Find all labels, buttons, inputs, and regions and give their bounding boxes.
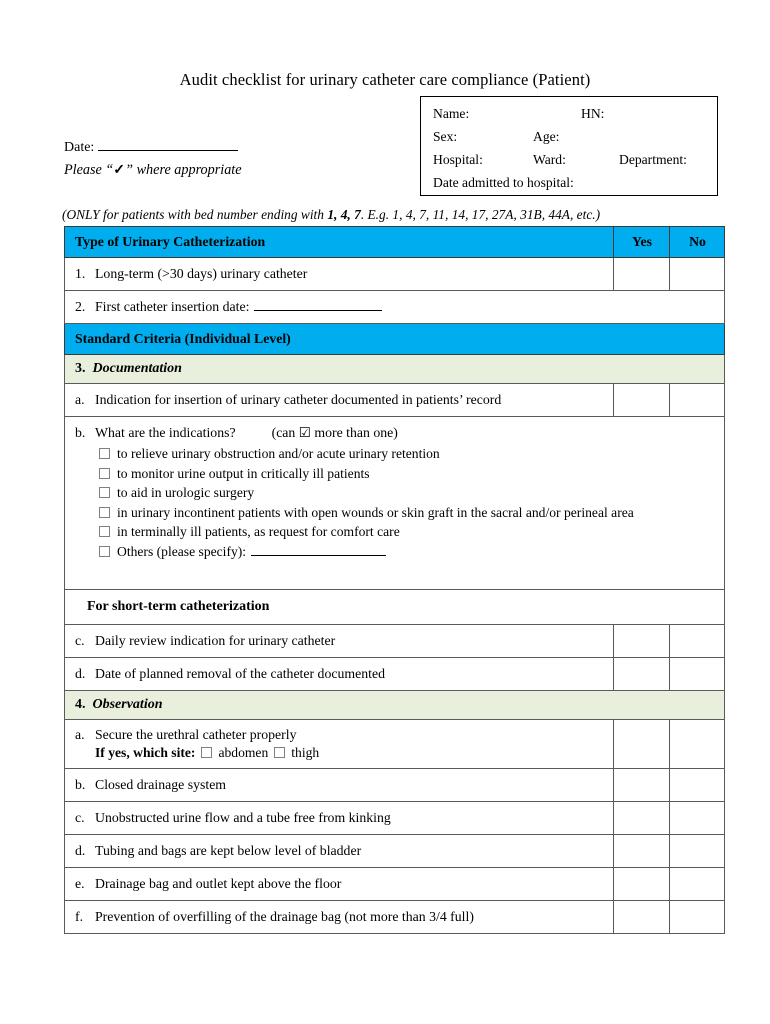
sex-label: Sex:	[433, 129, 458, 144]
standard-criteria-title: Standard Criteria (Individual Level)	[75, 331, 291, 346]
header-yes: Yes	[632, 234, 652, 249]
note-prefix: (ONLY for patients with bed number ending with	[62, 207, 328, 222]
table-row-obs-b	[65, 769, 725, 802]
checkbox-icon-thigh[interactable]	[274, 747, 285, 758]
indication-checkbox-list	[75, 444, 715, 561]
others-specify-input-rule[interactable]	[251, 544, 386, 556]
date-admitted-label: Date admitted to hospital:	[433, 175, 574, 190]
section-observation-number: 4.	[75, 697, 86, 712]
row-doc-c-text-cell	[65, 625, 614, 658]
row-obs-d-yes-box[interactable]	[614, 835, 670, 868]
row-doc-b-label: b.	[75, 425, 86, 440]
section-documentation-title: Documentation	[92, 361, 182, 376]
page-title: Audit checklist for urinary catheter care compliance (Patient)	[179, 70, 591, 89]
row-obs-a-label: a.	[75, 727, 85, 742]
row-obs-b-label: b.	[75, 777, 86, 792]
indication-text: to aid in urologic surgery	[117, 485, 255, 500]
table-row-section-documentation	[65, 355, 725, 384]
patient-row-hospital	[433, 152, 717, 175]
note-suffix: . E.g. 1, 4, 7, 11, 14, 17, 27A, 31B, 44A, etc.)	[360, 207, 601, 222]
checked-box-icon: ☑	[298, 425, 311, 440]
list-item[interactable]	[99, 444, 715, 464]
row-longterm-text-cell	[65, 258, 614, 291]
indication-text: Others (please specify):	[117, 543, 247, 559]
row-obs-c-yes-box[interactable]	[614, 802, 670, 835]
section-documentation-number: 3.	[75, 361, 86, 376]
row-obs-d-text-cell	[65, 835, 614, 868]
header-cell-type	[65, 227, 614, 258]
row-obs-f-yes-box[interactable]	[614, 901, 670, 934]
checkbox-icon[interactable]	[99, 546, 110, 557]
table-row-longterm	[65, 258, 725, 291]
indication-text: in terminally ill patients, as request for comfort care	[117, 524, 400, 539]
row-doc-d-text: Date of planned removal of the catheter documented	[95, 666, 385, 681]
table-row-doc-d	[65, 658, 725, 691]
row-insertion-date-cell	[65, 291, 725, 324]
table-row-obs-f	[65, 901, 725, 934]
header-title: Type of Urinary Catheterization	[75, 234, 266, 249]
section-observation-cell	[65, 691, 725, 720]
row-doc-d-text-cell	[65, 658, 614, 691]
row-obs-c-text-cell	[65, 802, 614, 835]
row-obs-b-no-box[interactable]	[670, 769, 725, 802]
short-term-head-text: For short-term catheterization	[87, 599, 270, 614]
indication-text: to monitor urine output in critically ill patients	[117, 465, 370, 481]
row-doc-b-paren-pre: (can	[271, 425, 299, 440]
indication-text: to relieve urinary obstruction and/or acute urinary retention	[117, 446, 440, 461]
row-longterm-text: Long-term (>30 days) urinary catheter	[95, 266, 308, 281]
row-obs-a-option-abdomen: abdomen	[218, 745, 269, 760]
row-doc-a-text-cell	[65, 384, 614, 417]
row-doc-c-label: c.	[75, 633, 85, 648]
table-row-doc-c	[65, 625, 725, 658]
row-obs-a-text: Secure the urethral catheter properly	[95, 727, 297, 742]
section-observation-title: Observation	[92, 697, 163, 712]
patient-row-sex-age	[433, 129, 717, 152]
tick-instruction-post: ” where appropriate	[125, 162, 242, 178]
table-row-insertion-date	[65, 291, 725, 324]
row-longterm-yes-box[interactable]	[614, 258, 670, 291]
row-obs-d-no-box[interactable]	[670, 835, 725, 868]
table-row-section-observation	[65, 691, 725, 720]
row-doc-a-text: Indication for insertion of urinary catheter documented in patients’ record	[95, 392, 502, 407]
row-doc-d-label: d.	[75, 666, 86, 681]
row-obs-e-label: e.	[75, 876, 85, 891]
row-obs-a-no-box[interactable]	[670, 720, 725, 769]
patient-row-name	[433, 106, 717, 129]
row-obs-d-text: Tubing and bags are kept below level of bladder	[95, 843, 362, 858]
row-obs-f-text-cell	[65, 901, 614, 934]
row-doc-d-no-box[interactable]	[670, 658, 725, 691]
row-obs-f-text: Prevention of overfilling of the drainage bag (not more than 3/4 full)	[95, 909, 474, 924]
patient-info-box	[420, 96, 718, 196]
row-obs-c-text: Unobstructed urine flow and a tube free from kinking	[95, 810, 391, 825]
checkbox-icon[interactable]	[99, 487, 110, 498]
date-label: Date:	[64, 140, 95, 155]
header-no: No	[689, 234, 706, 249]
short-term-head-cell	[65, 590, 725, 625]
hn-label: HN:	[581, 106, 605, 121]
tick-instruction-pre: Please “	[64, 162, 114, 178]
row-obs-a-sub-label: If yes, which site:	[95, 745, 196, 760]
section-documentation-cell	[65, 355, 725, 384]
row-obs-c-label: c.	[75, 810, 85, 825]
table-row-doc-b	[65, 417, 725, 590]
checkbox-icon[interactable]	[99, 468, 110, 479]
name-label: Name:	[433, 106, 470, 121]
patient-row-date-admitted	[433, 175, 717, 198]
row-doc-b-text: What are the indications?	[95, 425, 236, 440]
header-cell-no	[670, 227, 725, 258]
tick-instruction	[64, 162, 242, 179]
checkbox-icon[interactable]	[99, 507, 110, 518]
row-longterm-number: 1.	[75, 266, 86, 281]
row-doc-a-no-box[interactable]	[670, 384, 725, 417]
row-doc-d-yes-box[interactable]	[614, 658, 670, 691]
table-row-obs-c	[65, 802, 725, 835]
list-item[interactable]	[99, 483, 715, 503]
audit-checklist-table	[64, 226, 725, 934]
row-longterm-no-box[interactable]	[670, 258, 725, 291]
row-doc-c-no-box[interactable]	[670, 625, 725, 658]
table-row-doc-a	[65, 384, 725, 417]
row-obs-e-text-cell	[65, 868, 614, 901]
row-obs-c-no-box[interactable]	[670, 802, 725, 835]
row-obs-e-text: Drainage bag and outlet kept above the floor	[95, 876, 342, 891]
row-obs-e-no-box[interactable]	[670, 868, 725, 901]
row-obs-a-option-thigh: thigh	[291, 745, 320, 760]
row-doc-a-label: a.	[75, 392, 85, 407]
table-row-short-term-head	[65, 590, 725, 625]
check-mark-icon: ✓	[113, 162, 126, 178]
note-bold-numbers: 1, 4, 7	[327, 207, 361, 222]
department-label: Department:	[619, 152, 687, 167]
ward-label: Ward:	[533, 152, 566, 167]
bed-number-note	[62, 207, 600, 223]
indication-text: in urinary incontinent patients with open wounds or skin graft in the sacral and/or perineal area	[117, 504, 634, 520]
table-row-obs-e	[65, 868, 725, 901]
insertion-date-input-rule[interactable]	[254, 299, 382, 311]
list-item[interactable]	[99, 542, 715, 562]
list-item[interactable]	[99, 522, 715, 542]
standard-criteria-cell	[65, 324, 725, 355]
checkbox-icon[interactable]	[99, 448, 110, 459]
row-insertion-date-text: First catheter insertion date:	[95, 299, 250, 314]
row-obs-f-label: f.	[75, 909, 84, 924]
list-item[interactable]	[99, 464, 715, 484]
header-cell-yes	[614, 227, 670, 258]
age-label: Age:	[533, 129, 560, 144]
table-header-row	[65, 227, 725, 258]
doc-b-spacer	[75, 561, 715, 583]
row-obs-a-text-cell	[65, 720, 614, 769]
table-row-standard-criteria	[65, 324, 725, 355]
row-obs-b-text-cell	[65, 769, 614, 802]
row-doc-b-cell	[65, 417, 725, 590]
row-obs-b-text: Closed drainage system	[95, 777, 227, 792]
checkbox-icon[interactable]	[99, 526, 110, 537]
row-doc-c-yes-box[interactable]	[614, 625, 670, 658]
checkbox-icon-abdomen[interactable]	[201, 747, 212, 758]
row-obs-a-yes-box[interactable]	[614, 720, 670, 769]
row-obs-f-no-box[interactable]	[670, 901, 725, 934]
list-item[interactable]	[99, 503, 715, 523]
row-doc-a-yes-box[interactable]	[614, 384, 670, 417]
date-field	[64, 139, 238, 156]
row-doc-b-paren-post: more than one)	[310, 425, 398, 440]
table-row-obs-a	[65, 720, 725, 769]
date-input-rule[interactable]	[98, 139, 238, 151]
row-insertion-date-number: 2.	[75, 299, 86, 314]
hospital-label: Hospital:	[433, 152, 483, 167]
row-doc-c-text: Daily review indication for urinary catheter	[95, 633, 336, 648]
row-obs-e-yes-box[interactable]	[614, 868, 670, 901]
row-obs-b-yes-box[interactable]	[614, 769, 670, 802]
row-obs-d-label: d.	[75, 843, 86, 858]
table-row-obs-d	[65, 835, 725, 868]
